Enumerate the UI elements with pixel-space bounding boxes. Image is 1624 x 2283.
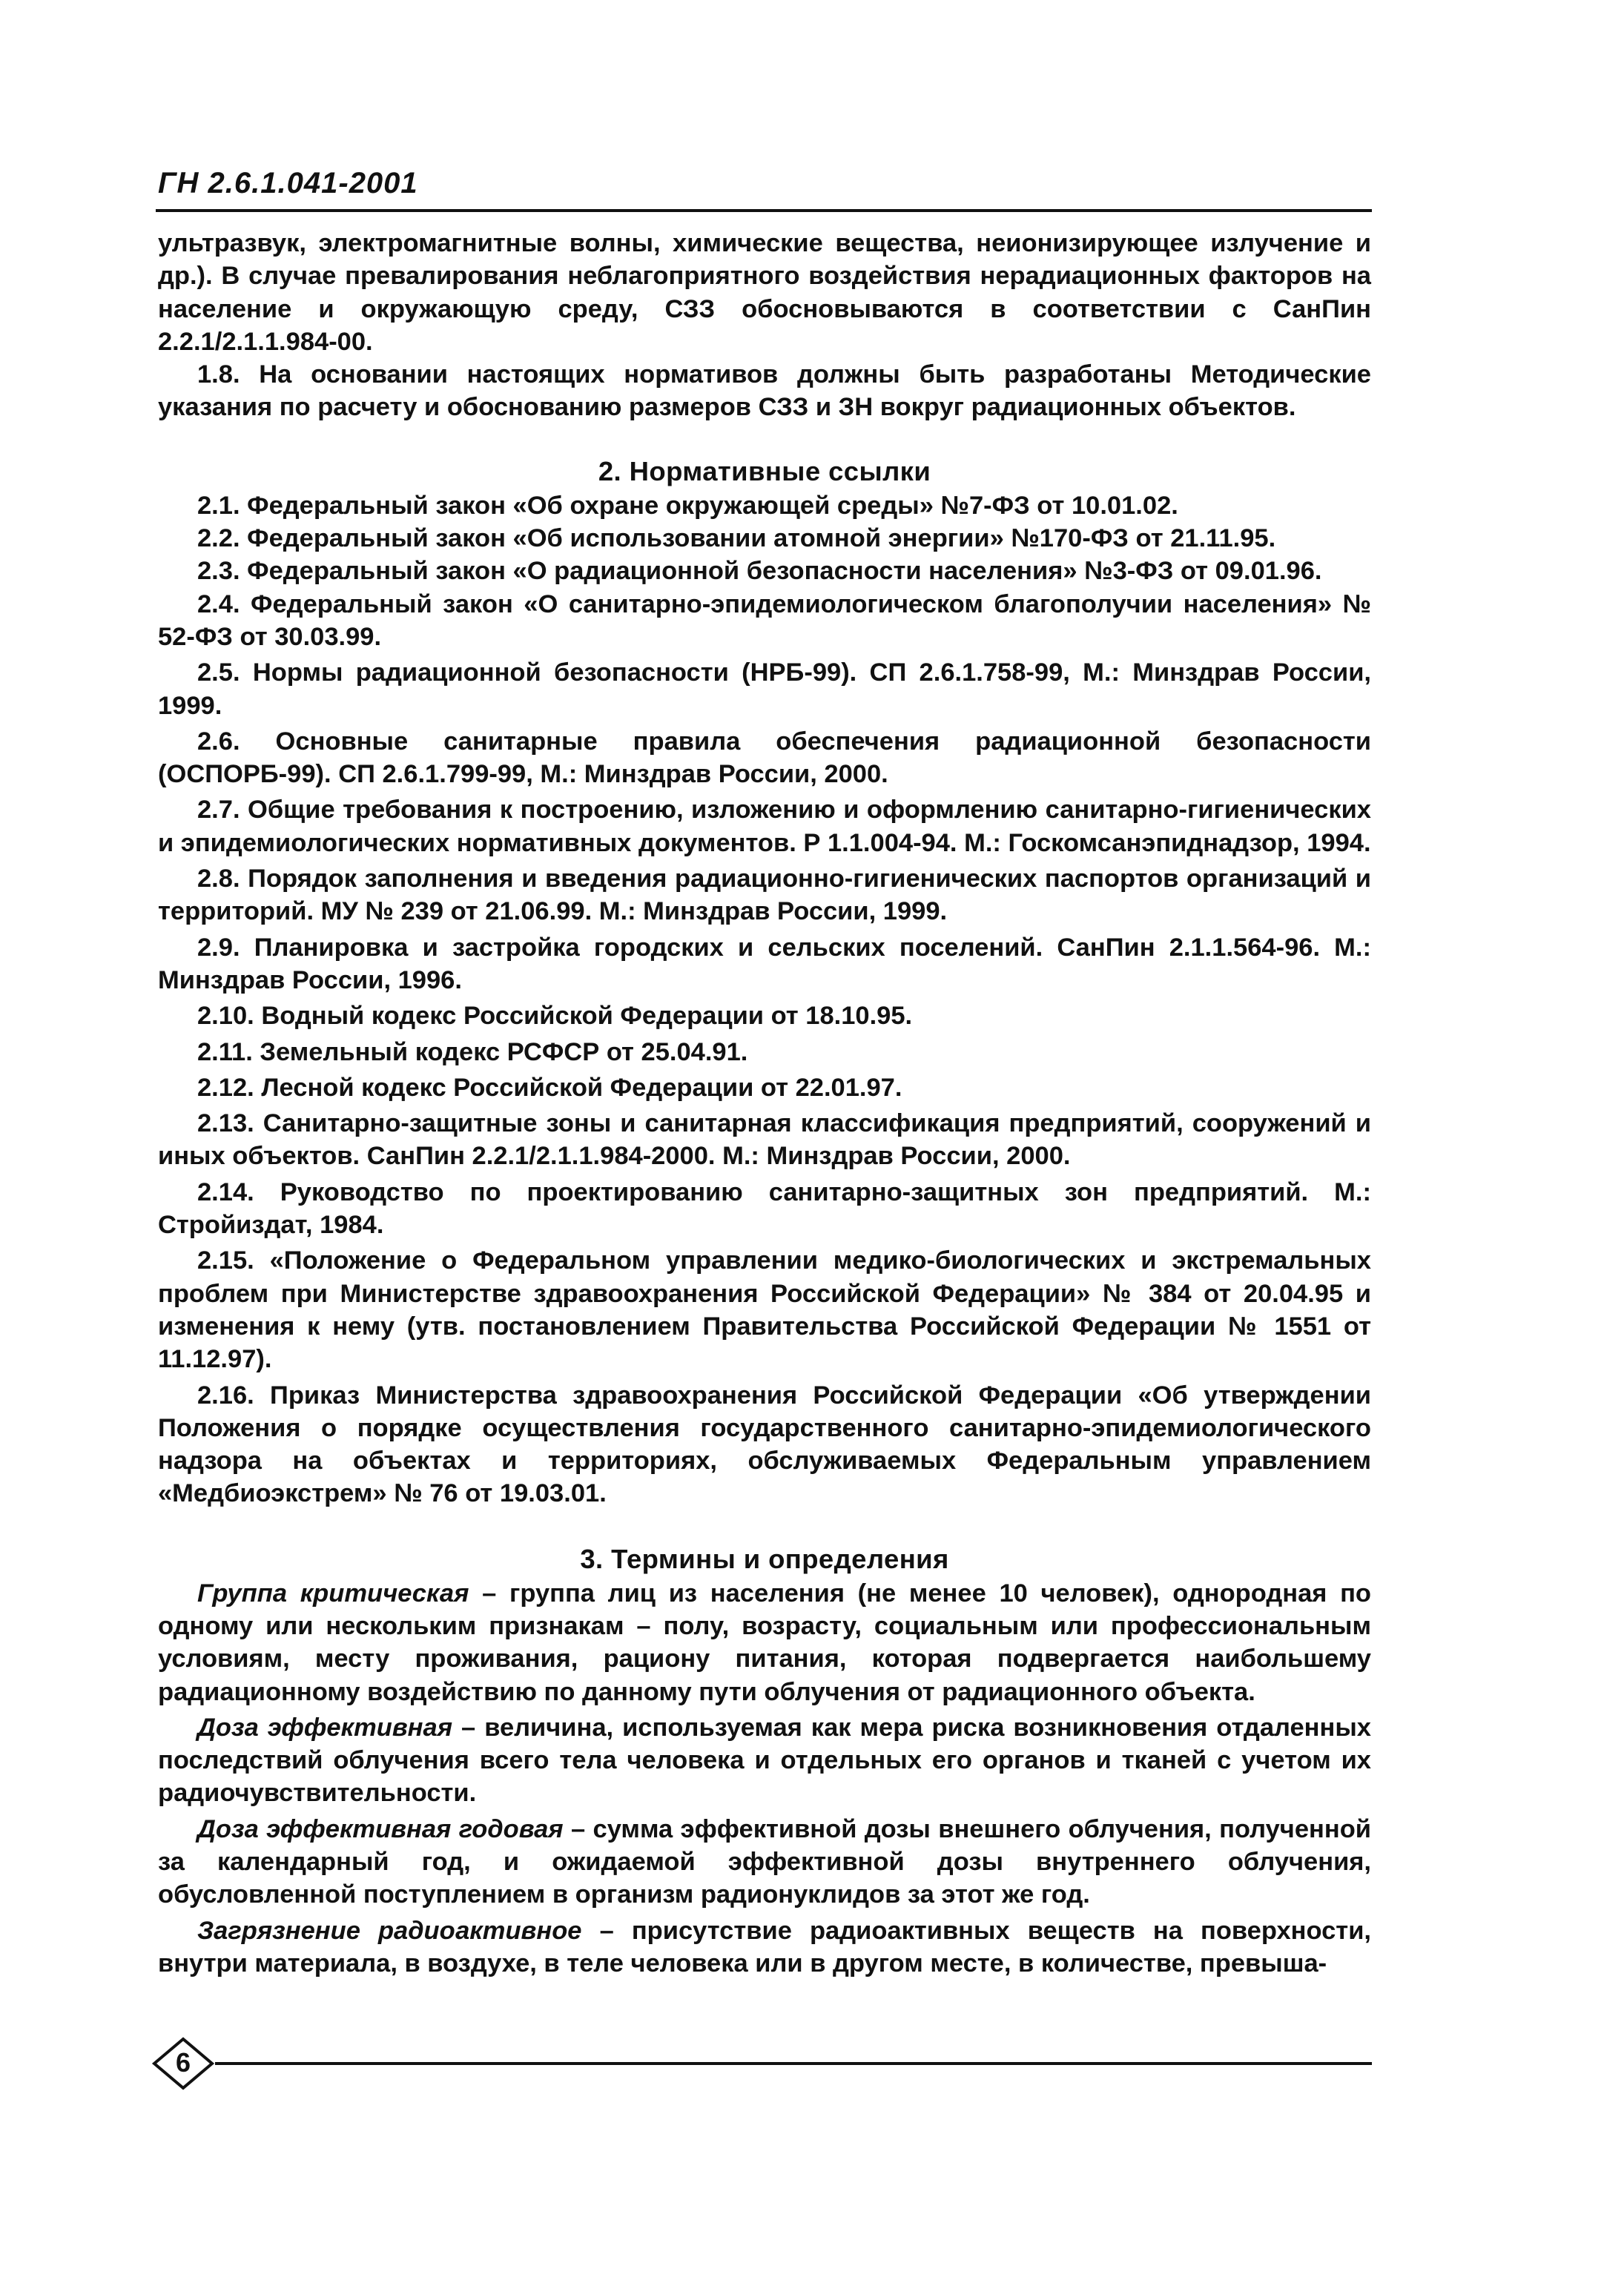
reference-item: 2.16. Приказ Министерства здравоохранения Российской Федерации «Об утверждении Положения о порядке осуществления государственного санитарно-эпидемиологического надзора на объектах и территориях, обслуживаемых Федеральным управлением «Медбиоэкстрем» № 76 от 19.03.01. <box>158 1381 1371 1508</box>
definition-critical-group <box>158 1577 1371 1708</box>
footer-rule <box>215 2062 1372 2065</box>
term-definition: – группа лиц из населения (не менее 10 человек), однородная по одному или нескольким признакам – полу, возрасту, социальным или профессиональным условиям, месту проживания, рациону питания, которая подвергается наибольшему радиационному воздействию по данному пути облучения от радиационного объекта. <box>158 1579 1371 1706</box>
reference-item: 2.4. Федеральный закон «О санитарно-эпидемиологическом благополучии населения» № 52-ФЗ от 30.03.99. <box>158 589 1371 651</box>
document-code: ГН 2.6.1.041-2001 <box>158 167 418 199</box>
reference-item: 2.5. Нормы радиационной безопасности (НРБ-99). СП 2.6.1.758-99, М.: Минздрав России, 1999. <box>158 658 1371 720</box>
term-definition: – величина, используемая как мера риска возникновения отдаленных последствий облучения всего тела человека и отдельных его органов и тканей с учетом их радиочувствительности. <box>158 1713 1371 1808</box>
term-name: Группа критическая <box>197 1579 469 1608</box>
section-2-title: 2. Нормативные ссылки <box>598 455 931 486</box>
term-definition: – присутствие радиоактивных веществ на поверхности, внутри материала, в воздухе, в теле человека или в другом месте, в количестве, превыша- <box>158 1916 1371 1978</box>
paragraph-1-8: 1.8. На основании настоящих нормативов должны быть разработаны Методические указания по расчету и обоснованию размеров СЗЗ и ЗН вокруг радиационных объектов. <box>158 360 1371 422</box>
term-name: Доза эффективная <box>197 1713 453 1742</box>
reference-item: 2.8. Порядок заполнения и введения радиационно-гигиенических паспортов организаций и территорий. МУ № 239 от 21.06.99. М.: Минздрав России, 1999. <box>158 865 1371 926</box>
term-name: Загрязнение радиоактивное <box>197 1916 582 1945</box>
reference-item: 2.11. Земельный кодекс РСФСР от 25.04.91. <box>197 1037 748 1066</box>
definition-annual-effective-dose <box>158 1813 1371 1912</box>
reference-item: 2.15. «Положение о Федеральном управлении медико-биологических и экстремальных проблем при Министерстве здравоохранения Российской Федерации» № 384 от 20.04.95 и изменения к нему (утв. постановлением Правительства Российской Федерации № 1551 от 11.12.97). <box>158 1246 1371 1374</box>
reference-item: 2.7. Общие требования к построению, изложению и оформлению санитарно-гигиенических и эпидемиологических нормативных документов. Р 1.1.004-94. М.: Госкомсанэпиднадзор, 1994. <box>158 796 1371 857</box>
reference-item: 2.9. Планировка и застройка городских и сельских поселений. СанПин 2.1.1.564-96. М.: Минздрав России, 1996. <box>158 933 1371 994</box>
page-number: 6 <box>175 2047 191 2078</box>
section-3-title: 3. Термины и определения <box>580 1543 949 1574</box>
term-definition: – сумма эффективной дозы внешнего облучения, полученной за календарный год, и ожидаемой эффективной дозы внутреннего облучения, обусловленной поступлением в организм радионуклидов за этот же год. <box>158 1814 1371 1909</box>
page-body <box>158 227 1371 1980</box>
reference-item: 2.2. Федеральный закон «Об использовании атомной энергии» №170-ФЗ от 21.11.95. <box>197 524 1276 553</box>
paragraph-continuation: ультразвук, электромагнитные волны, химические вещества, неионизирующее излучение и др.). В случае превалирования неблагоприятного воздействия нерадиационных факторов на население и окружающую среду, СЗЗ обосновываются в соответствии с СанПин 2.2.1/2.1.1.984-00. <box>158 229 1371 356</box>
definition-radioactive-contamination <box>158 1914 1371 1980</box>
reference-item: 2.10. Водный кодекс Российской Федерации от 18.10.95. <box>197 1002 913 1031</box>
reference-item: 2.1. Федеральный закон «Об охране окружающей среды» №7-ФЗ от 10.01.02. <box>197 491 1178 520</box>
header-rule <box>156 209 1372 212</box>
term-name: Доза эффективная годовая <box>197 1814 564 1843</box>
reference-item: 2.13. Санитарно-защитные зоны и санитарная классификация предприятий, сооружений и иных объектов. СанПин 2.2.1/2.1.1.984-2000. М.: Минздрав России, 2000. <box>158 1109 1371 1171</box>
reference-item: 2.14. Руководство по проектированию санитарно-защитных зон предприятий. М.: Стройиздат, 1984. <box>158 1177 1371 1240</box>
reference-item: 2.6. Основные санитарные правила обеспечения радиационной безопасности (ОСПОРБ-99). СП 2.6.1.799-99, М.: Минздрав России, 2000. <box>158 727 1371 789</box>
definition-effective-dose <box>158 1711 1371 1810</box>
reference-item: 2.3. Федеральный закон «О радиационной безопасности населения» №3-ФЗ от 09.01.96. <box>197 557 1322 586</box>
reference-item: 2.12. Лесной кодекс Российской Федерации от 22.01.97. <box>197 1073 902 1102</box>
